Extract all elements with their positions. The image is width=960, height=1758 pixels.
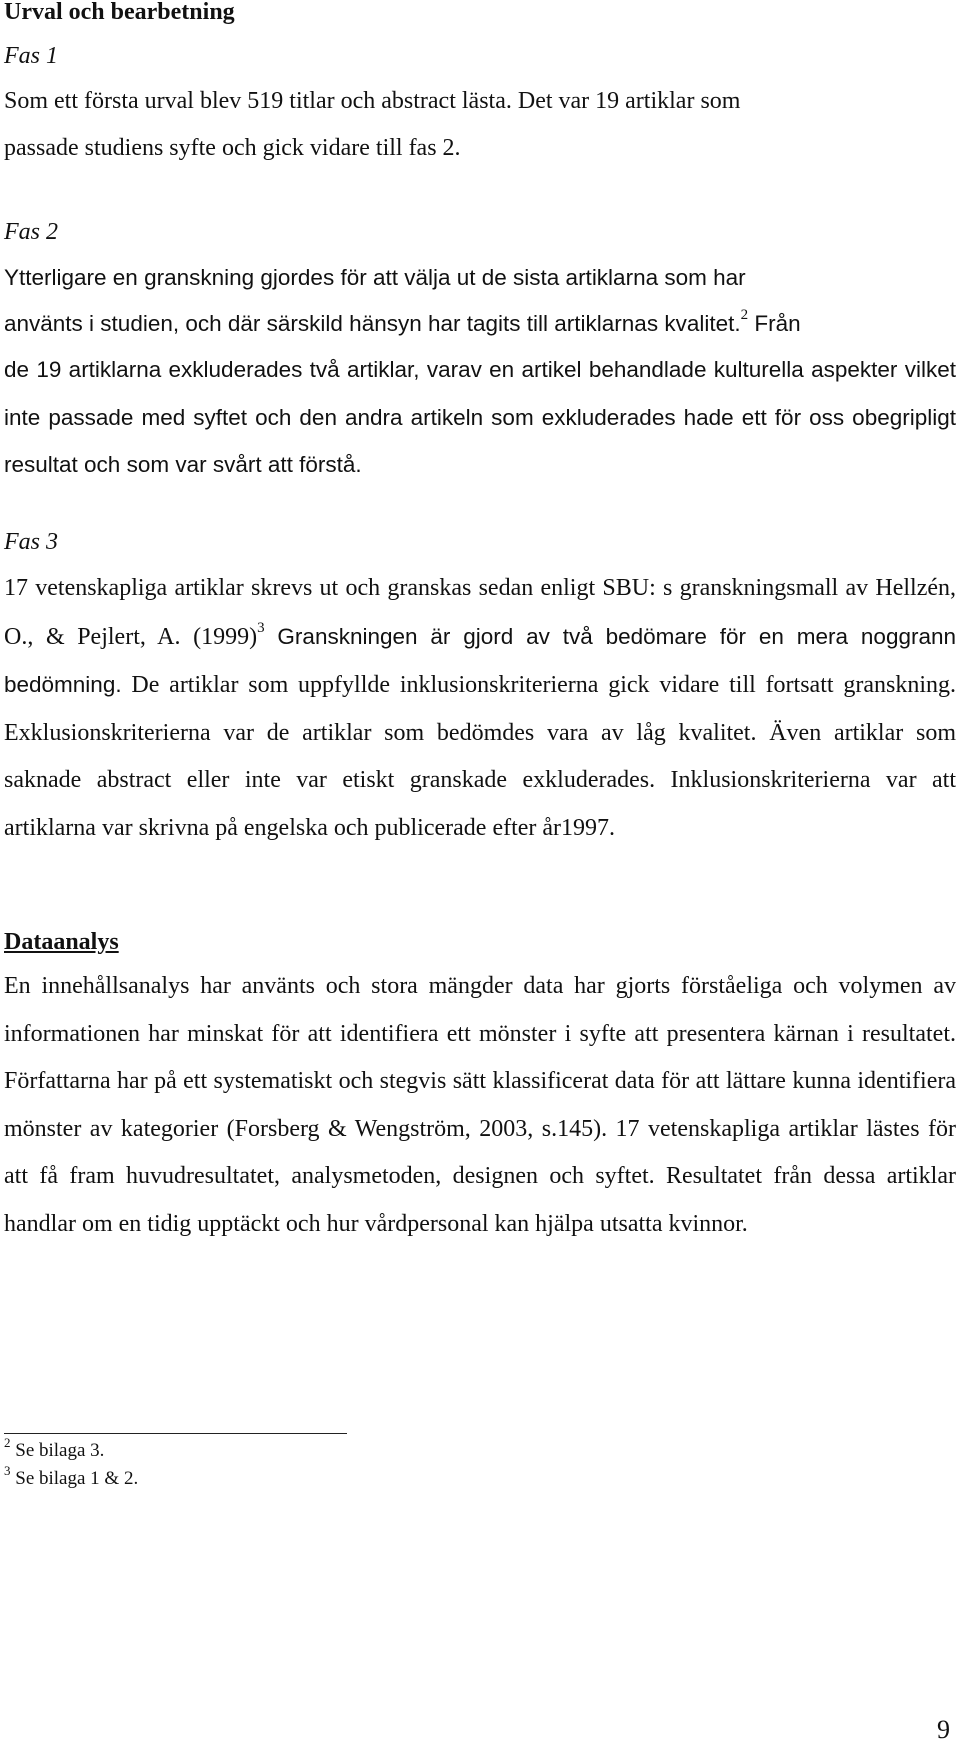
- footnote-3-number: 3: [4, 1462, 11, 1478]
- phase2-line2-text: använts i studien, och där särskild hänsyn har tagits till artiklarnas kvalitet.: [4, 311, 741, 336]
- phase2-title: Fas 2: [4, 219, 58, 245]
- footnote-separator: [4, 1433, 347, 1434]
- footnote-3: [4, 1462, 139, 1490]
- footnote-3-text: Se bilaga 1 & 2.: [15, 1468, 139, 1489]
- section-heading-urval: Urval och bearbetning: [4, 0, 235, 25]
- phase3-rest: De artiklar som uppfyllde inklusionskriterierna gick vidare till fortsatt granskning. Exklusionskriterierna var de artiklar som bedömdes vara av låg kvalitet. Även artiklar som saknade abstract eller inte var etiskt granskade exkluderades. Inklusionskriterierna var att artiklarna var skrivna på engelska och publicerade efter år1997.: [4, 672, 956, 841]
- footnote-ref-2: 2: [740, 307, 749, 323]
- phase2-paragraph: de 19 artiklarna exkluderades två artiklar, varav en artikel behandlade kulturella aspekter vilket inte passade med syftet och den andra artikeln som exkluderades hade ett för oss obegripligt resultat och som var svårt att förstå.: [4, 357, 956, 477]
- phase1-title: Fas 1: [4, 43, 58, 69]
- footnote-2-number: 2: [4, 1434, 11, 1450]
- phase3-paragraph: [4, 565, 956, 852]
- phase2-line2-tail: Från: [748, 311, 801, 336]
- footnote-2-text: Se bilaga 3.: [15, 1440, 105, 1461]
- footnote-2: [4, 1434, 105, 1462]
- phase3-before-ref: 17 vetenskapliga artiklar skrevs ut och granskas sedan enligt SBU: s granskningsmall av Hellzén, O., & Pejlert, A. (1999): [4, 575, 956, 650]
- dataanalys-paragraph: En innehållsanalys har använts och stora mängder data har gjorts förståeliga och volymen av informationen har minskat för att identifiera ett mönster i syfte att presentera kärnan i resultatet. Författarna har på ett systematiskt och stegvis sätt klassificerat data för att lättare kunna identifiera mönster av kategorier (Forsberg & Wengström, 2003, s.145). 17 vetenskapliga artiklar lästes för att få fram huvudresultatet, analysmetoden, designen och syftet. Resultatet från dessa artiklar handlar om en tidig upptäckt och hur vårdpersonal kan hjälpa utsatta kvinnor.: [4, 973, 956, 1237]
- phase1-line1: Som ett första urval blev 519 titlar och abstract lästa. Det var 19 artiklar som: [4, 88, 741, 114]
- phase2-line1: Ytterligare en granskning gjordes för att välja ut de sista artiklarna som har: [4, 265, 746, 290]
- phase3-tail: Granskningen är gjord av två bedömare för en mera noggrann bedömning.: [4, 623, 957, 697]
- footnote-ref-3: 3: [257, 619, 265, 636]
- section-heading-dataanalys: Dataanalys: [4, 929, 119, 955]
- page-number: 9: [937, 1715, 950, 1744]
- phase1-line2: passade studiens syfte och gick vidare till fas 2.: [4, 135, 461, 161]
- phase2-line2: [4, 300, 956, 349]
- phase3-title: Fas 3: [4, 529, 58, 555]
